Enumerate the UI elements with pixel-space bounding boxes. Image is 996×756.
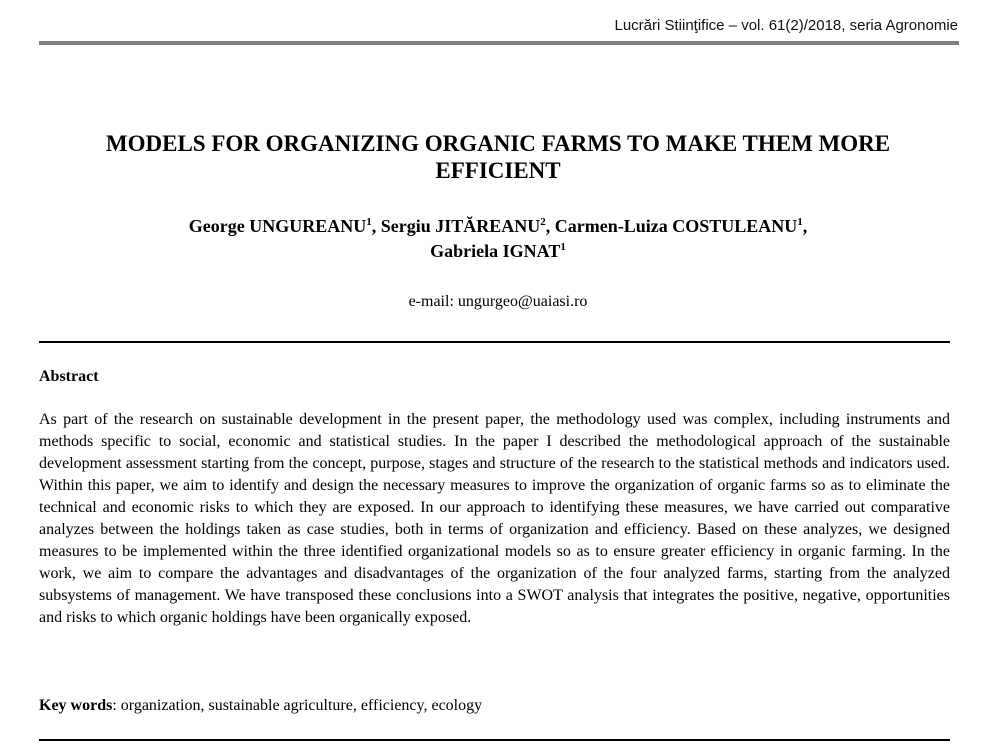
author-list xyxy=(60,214,936,264)
abstract-body: As part of the research on sustainable development in the present paper, the methodology used was complex, including instruments and methods specific to social, economic and statistical studies. In the paper I described the methodological approach of the sustainable development assessment starting from the concept, purpose, stages and structure of the research to the statistical methods and indicators used. Within this paper, we aim to identify and design the necessary measures to improve the organization of organic farms so as to eliminate the technical and economic risks to which they are exposed. In our approach to identifying these measures, we have carried out comparative analyzes between the holdings taken as case studies, both in terms of organization and efficiency. Based on these analyzes, we designed measures to be implemented within the three identified organizational models so as to ensure greater efficiency in organic farming. In the work, we aim to compare the advantages and disadvantages of the organization of the four analyzed farms, starting from the analyzed subsystems of management. We have transposed these conclusions into a SWOT analysis that integrates the positive, negative, opportunities and risks to which organic holdings have been organically exposed. xyxy=(39,411,950,626)
title-line-1: MODELS FOR ORGANIZING ORGANIC FARMS TO MAKE THEM MORE xyxy=(105,131,891,156)
header-rule xyxy=(39,41,959,45)
keywords-label: Key words xyxy=(39,697,113,714)
author-name: George UNGUREANU xyxy=(188,216,367,236)
author-affiliation: 1 xyxy=(797,216,803,228)
abstract-bottom-rule xyxy=(39,739,950,741)
author-separator: , xyxy=(371,216,381,236)
paper-title xyxy=(60,130,936,184)
contact-email: e-mail: ungurgeo@uaiasi.ro xyxy=(408,293,588,310)
title-line-2: EFFICIENT xyxy=(435,158,561,183)
keywords-text: organization, sustainable agriculture, efficiency, ecology xyxy=(120,697,483,714)
author-affiliation: 1 xyxy=(366,216,372,228)
author-separator: , xyxy=(802,216,808,236)
keywords-separator: : xyxy=(112,697,121,714)
abstract-heading: Abstract xyxy=(39,368,99,385)
author-name: Gabriela IGNAT xyxy=(430,241,561,261)
author-affiliation: 2 xyxy=(540,216,546,228)
abstract-top-rule xyxy=(39,341,950,343)
author-affiliation: 1 xyxy=(560,241,566,253)
journal-running-header: Lucrări Stiinţifice – vol. 61(2)/2018, seria Agronomie xyxy=(614,17,958,34)
author-separator: , xyxy=(545,216,555,236)
author-name: Sergiu JITĂREANU xyxy=(380,216,541,236)
keywords-line xyxy=(39,697,482,715)
author-name: Carmen-Luiza COSTULEANU xyxy=(554,216,798,236)
